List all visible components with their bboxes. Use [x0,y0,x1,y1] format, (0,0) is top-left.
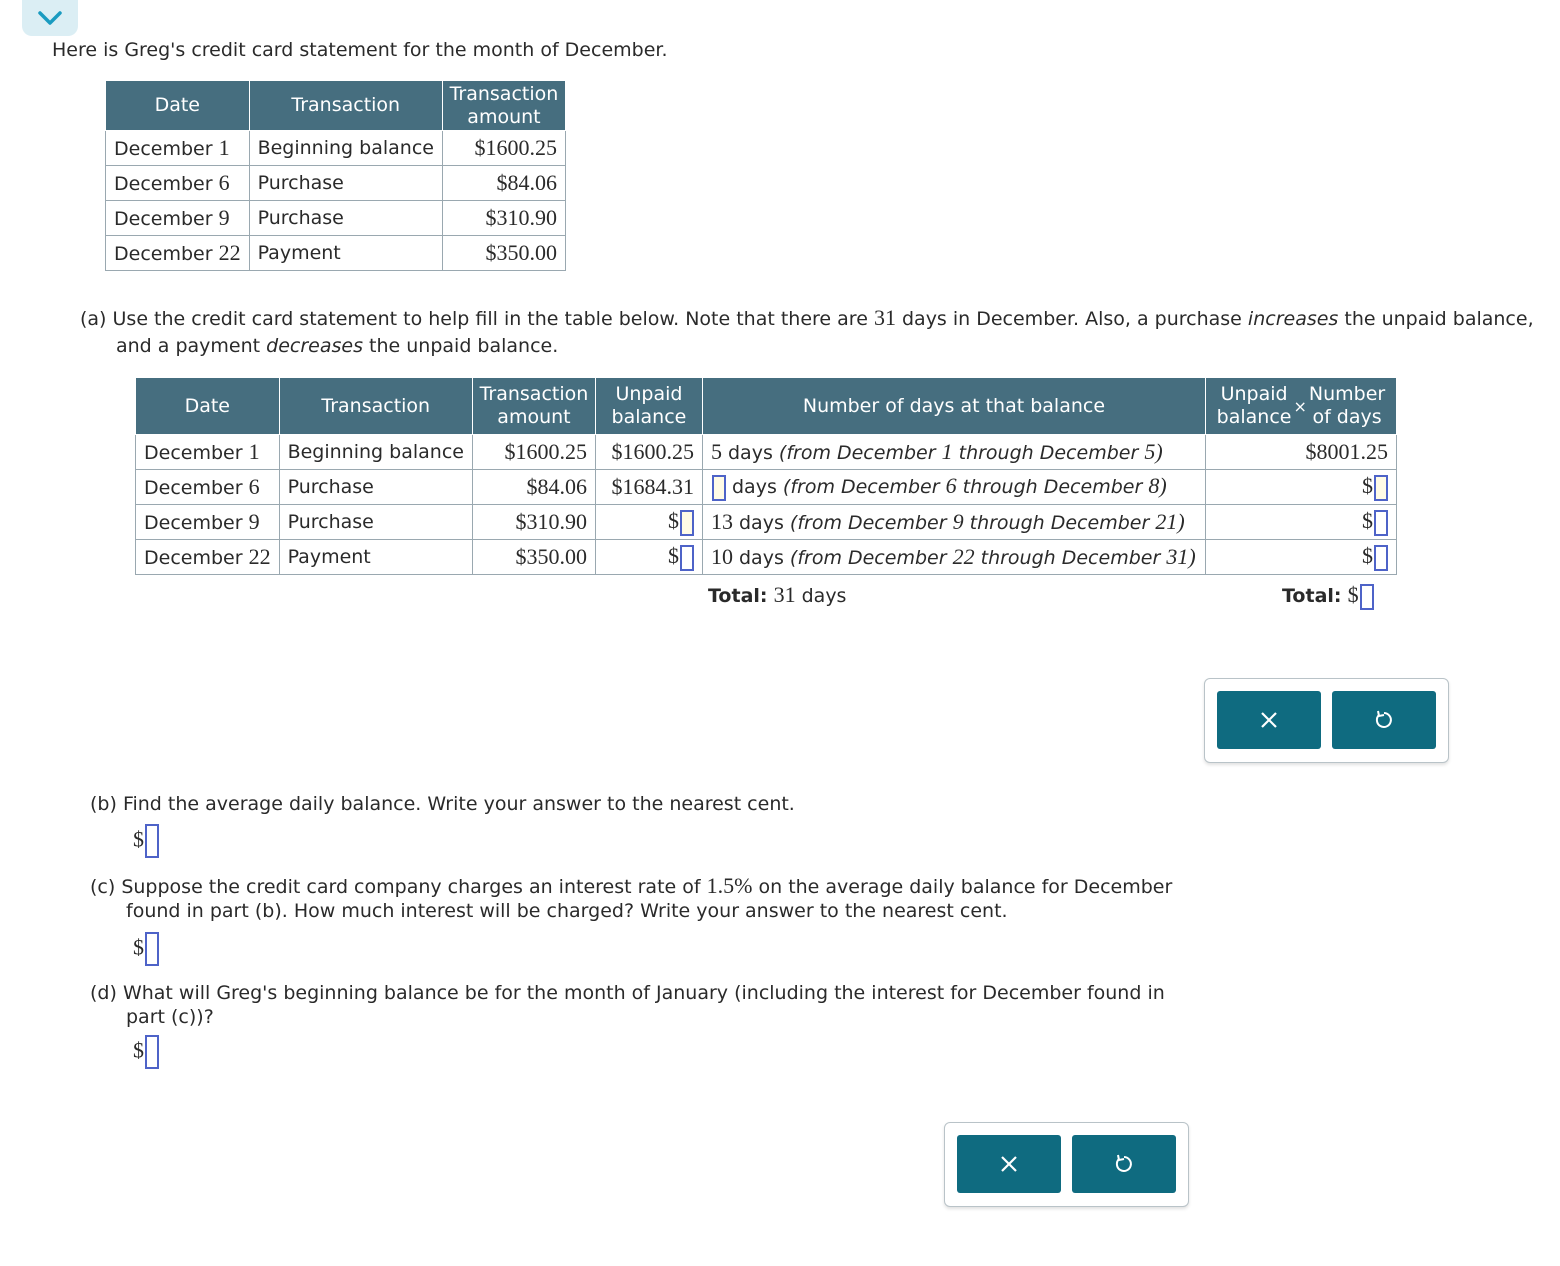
close-icon [1259,710,1279,730]
table-row: December 22 Payment $350.00 [106,236,566,271]
product-total: Total: $ [1282,582,1374,610]
answer-actions-a [1204,678,1449,763]
work-table [135,377,1397,575]
undo-button[interactable] [1332,691,1436,749]
product-input-dec9[interactable] [1374,510,1388,536]
header-date: Date [136,378,280,435]
part-b-answer: $ [133,824,159,858]
unpaid-input-dec22[interactable] [680,545,694,571]
table-row: December 9 Purchase $310.90 $ 13 days (from December 9 through December 21) $ [136,505,1397,540]
january-balance-input[interactable] [145,1035,159,1069]
part-d-answer: $ [133,1035,159,1069]
header-days: Number of days at that balance [702,378,1205,435]
header-transaction: Transaction [279,378,472,435]
collapse-toggle[interactable] [22,0,78,36]
product-input-dec22[interactable] [1374,545,1388,571]
part-d-text: (d) What will Greg's beginning balance be for the month of January (including the interest for December found in part (c))? [90,982,1165,1028]
clear-button[interactable] [1217,691,1321,749]
chevron-down-icon [37,10,63,26]
interest-input[interactable] [145,932,159,966]
product-input-dec6[interactable] [1374,475,1388,501]
undo-icon [1113,1153,1135,1175]
table-row: December 6 Purchase $84.06 [106,166,566,201]
header-amount: Transaction amount [442,81,565,131]
header-unpaid: Unpaid balance [595,378,702,435]
table-row: December 1 Beginning balance $1600.25 [106,131,566,166]
clear-button[interactable] [957,1135,1061,1193]
close-icon [999,1154,1019,1174]
table-row: December 1 Beginning balance $1600.25 $1600.25 5 days (from December 1 through December 5) $8001.25 [136,435,1397,470]
undo-icon [1373,709,1395,731]
days-input-dec6[interactable] [712,475,726,501]
statement-table [105,80,566,271]
part-c-text: (c) Suppose the credit card company charges an interest rate of 1.5% on the average daily balance for December found in part (b). How much interest will be charged? Write your answer to the nearest cent. [90,873,1173,922]
intro-text: Here is Greg's credit card statement for the month of December. [52,39,668,61]
days-total: Total: 31 days [708,582,847,607]
part-a-text: (a) Use the credit card statement to help fill in the table below. Note that there are 31 days in December. Also, a purchase increases the unpaid balance, and a payment decreases the unpaid balance. [80,305,1534,357]
average-balance-input[interactable] [145,824,159,858]
undo-button[interactable] [1072,1135,1176,1193]
unpaid-input-dec9[interactable] [680,510,694,536]
answer-actions-bcd [944,1122,1189,1207]
product-total-input[interactable] [1360,584,1374,610]
part-b-text: (b) Find the average daily balance. Write your answer to the nearest cent. [90,793,795,815]
header-transaction: Transaction [249,81,442,131]
header-date: Date [106,81,250,131]
table-row: December 6 Purchase $84.06 $1684.31 days (from December 6 through December 8) $ [136,470,1397,505]
table-row: December 9 Purchase $310.90 [106,201,566,236]
header-amount: Transaction amount [472,378,595,435]
table-row: December 22 Payment $350.00 $ 10 days (from December 22 through December 31) $ [136,540,1397,575]
part-c-answer: $ [133,932,159,966]
header-product: Unpaid balance × Number of days [1205,378,1396,435]
